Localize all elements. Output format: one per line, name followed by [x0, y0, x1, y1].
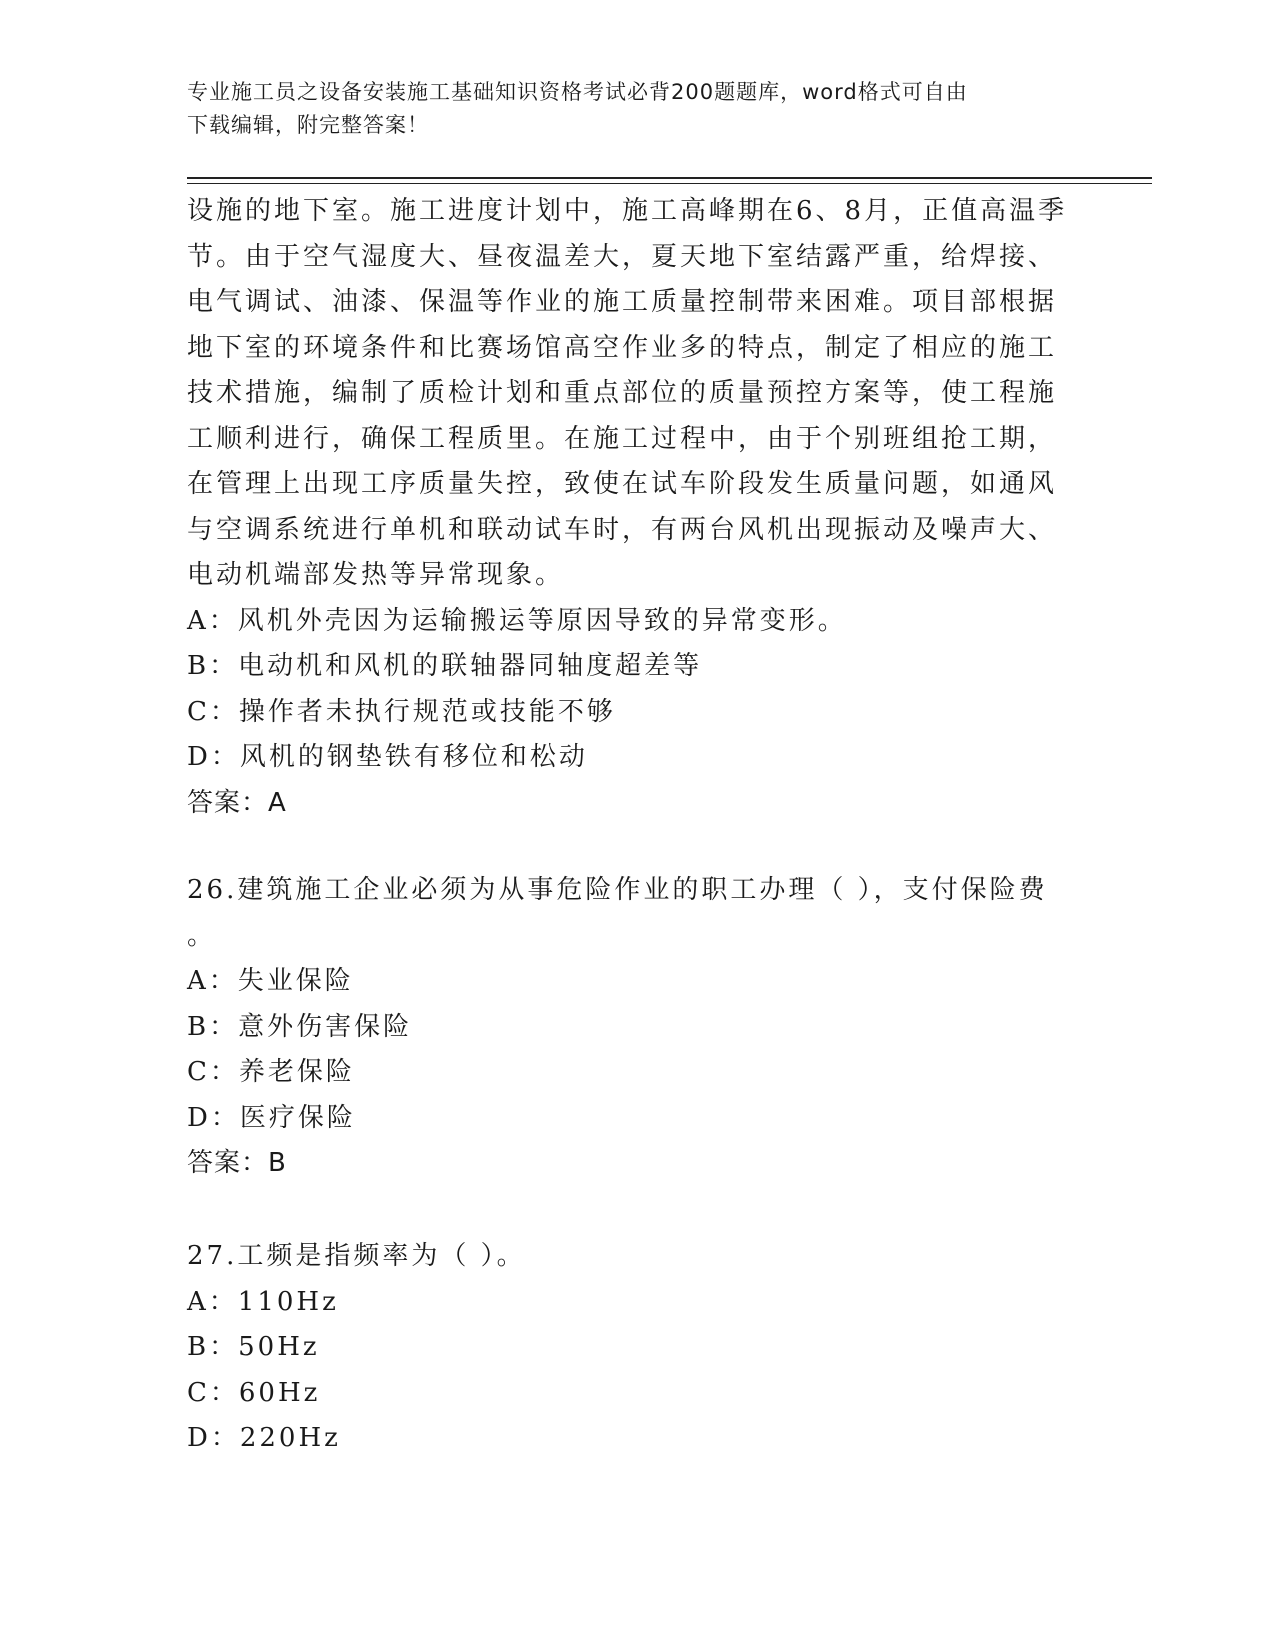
question-text-line: 在管理上出现工序质量失控，致使在试车阶段发生质量问题，如通风: [187, 469, 1058, 499]
option-a: A：风机外壳因为运输搬运等原因导致的异常变形。: [187, 605, 847, 636]
option-d: D：医疗保险: [187, 1102, 356, 1133]
question-text-line: 。: [187, 920, 217, 951]
header-line-2: 下载编辑，附完整答案！: [187, 113, 429, 137]
question-text-line: 技术措施，编制了质检计划和重点部位的质量预控方案等，使工程施: [187, 378, 1058, 408]
document-header: [187, 76, 1067, 142]
question-25: [187, 189, 1107, 826]
option-d: D：风机的钢垫铁有移位和松动: [187, 742, 588, 772]
question-text-line: 地下室的环境条件和比赛场馆高空作业多的特点，制定了相应的施工: [187, 332, 1058, 363]
question-text-line: 设施的地下室。施工进度计划中，施工高峰期在6、8月，正值高温季: [187, 196, 1068, 226]
question-text-line: 工顺利进行，确保工程质里。在施工过程中，由于个别班组抢工期，: [187, 423, 1058, 454]
header-line-1: 专业施工员之设备安装施工基础知识资格考试必背200题题库，word格式可自由: [187, 80, 968, 104]
question-26: [187, 868, 1107, 1187]
question-text-line: 电气调试、油漆、保温等作业的施工质量控制带来困难。项目部根据: [187, 287, 1058, 317]
option-c: C：60Hz: [187, 1377, 321, 1408]
option-a: A：失业保险: [187, 966, 354, 996]
option-b: B：50Hz: [187, 1332, 320, 1362]
question-text-line: 26.建筑施工企业必须为从事危险作业的职工办理（ ），支付保险费: [187, 875, 1048, 905]
header-divider-thick: [187, 177, 1152, 179]
question-text-line: 节。由于空气湿度大、昼夜温差大，夏天地下室结露严重，给焊接、: [187, 241, 1058, 272]
question-content: [187, 189, 1107, 1187]
question-27: [187, 1234, 1087, 1462]
option-c: C：操作者未执行规范或技能不够: [187, 696, 616, 727]
option-a: A：110Hz: [187, 1286, 339, 1317]
answer-line: 答案：A: [187, 787, 287, 818]
option-d: D：220Hz: [187, 1423, 341, 1453]
question-text-line: 27.工频是指频率为（ ）。: [187, 1241, 526, 1271]
option-b: B：电动机和风机的联轴器同轴度超差等: [187, 651, 703, 681]
answer-line: 答案：B: [187, 1148, 287, 1178]
header-divider-thin: [187, 183, 1152, 184]
question-text-line: 与空调系统进行单机和联动试车时，有两台风机出现振动及噪声大、: [187, 514, 1058, 545]
question-text-line: 电动机端部发热等异常现象。: [187, 560, 565, 590]
option-b: B：意外伤害保险: [187, 1011, 413, 1042]
option-c: C：养老保险: [187, 1057, 355, 1087]
